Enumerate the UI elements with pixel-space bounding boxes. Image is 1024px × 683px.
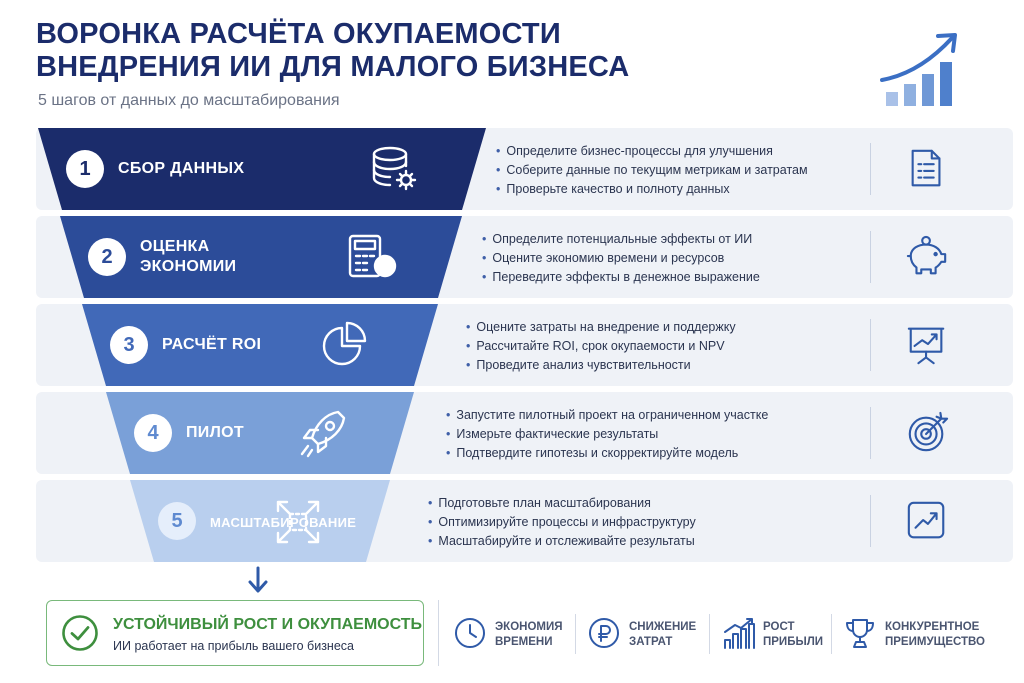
step-divider bbox=[870, 143, 871, 195]
benefit-separator bbox=[575, 614, 576, 654]
step-bullets bbox=[428, 494, 696, 551]
step-number: 2 bbox=[88, 238, 126, 276]
benefit-item bbox=[721, 600, 846, 666]
step-bullet: • Подготовьте план масштабирования bbox=[428, 494, 696, 513]
step-divider bbox=[870, 407, 871, 459]
step-bullet: • Проверьте качество и полноту данных bbox=[496, 180, 808, 199]
step-bullet: • Масштабируйте и отслеживайте результаты bbox=[428, 532, 696, 551]
step-bullet: • Оптимизируйте процессы и инфраструктуру bbox=[428, 513, 696, 532]
step-bullet: • Переведите эффекты в денежное выражение bbox=[482, 268, 760, 287]
piggy-bank-icon bbox=[905, 235, 949, 279]
funnel-step-4 bbox=[0, 392, 1024, 474]
benefit-label-line1: СНИЖЕНИЕ bbox=[629, 621, 697, 633]
benefit-separator bbox=[709, 614, 710, 654]
benefit-label-line2: ЗАТРАТ bbox=[629, 636, 673, 648]
result-box bbox=[46, 600, 424, 666]
trophy-icon bbox=[843, 616, 877, 650]
step-bullet: • Определите потенциальные эффекты от ИИ bbox=[482, 230, 760, 249]
rocket-icon bbox=[294, 408, 350, 458]
step-label-line1: ОЦЕНКА bbox=[140, 238, 210, 255]
step-bullet: • Запустите пилотный проект на ограниченном участке bbox=[446, 406, 768, 425]
benefit-item bbox=[453, 600, 578, 666]
arrow-down-icon bbox=[246, 566, 270, 596]
step-bullets bbox=[446, 406, 768, 463]
step-divider bbox=[870, 231, 871, 283]
bar-growth-icon bbox=[721, 616, 755, 650]
benefit-item bbox=[843, 600, 1008, 666]
benefit-separator bbox=[831, 614, 832, 654]
step-bullets bbox=[466, 318, 736, 375]
benefit-label bbox=[763, 620, 823, 650]
step-label-line1: МАСШТАБИРОВАНИЕ bbox=[210, 515, 357, 530]
benefit-label bbox=[495, 620, 563, 650]
step-bullet: • Подтвердите гипотезы и скорректируйте модель bbox=[446, 444, 768, 463]
page-title-line1: ВОРОНКА РАСЧЁТА ОКУПАЕМОСТИ bbox=[36, 18, 561, 50]
benefit-label-line1: КОНКУРЕНТНОЕ bbox=[885, 621, 980, 633]
benefit-label bbox=[885, 620, 985, 650]
step-label bbox=[140, 237, 236, 277]
benefit-label-line2: ПРИБЫЛИ bbox=[763, 636, 824, 648]
step-bullets bbox=[496, 142, 808, 199]
clock-icon bbox=[453, 616, 487, 650]
result-subtitle: ИИ работает на прибыль вашего бизнеса bbox=[113, 639, 354, 653]
step-bullet: • Оцените затраты на внедрение и поддержку bbox=[466, 318, 736, 337]
funnel-step-3 bbox=[0, 304, 1024, 386]
pie-chart-icon bbox=[318, 320, 374, 370]
result-title: УСТОЙЧИВЫЙ РОСТ И ОКУПАЕМОСТЬ bbox=[113, 616, 423, 633]
step-bullets bbox=[482, 230, 760, 287]
check-circle-icon bbox=[61, 614, 99, 652]
growth-chart-icon bbox=[905, 499, 949, 543]
page-subtitle: 5 шагов от данных до масштабирования bbox=[38, 92, 340, 109]
step-bullet: • Соберите данные по текущим метрикам и затратам bbox=[496, 161, 808, 180]
benefit-label-line2: ВРЕМЕНИ bbox=[495, 636, 553, 648]
funnel-step-1 bbox=[0, 128, 1024, 210]
step-label-line1: РАСЧЁТ ROI bbox=[162, 336, 262, 353]
step-label bbox=[118, 159, 244, 179]
step-number: 3 bbox=[110, 326, 148, 364]
step-bullet: • Проведите анализ чувствительности bbox=[466, 356, 736, 375]
expand-arrows-icon bbox=[270, 496, 326, 546]
step-number: 5 bbox=[158, 502, 196, 540]
step-divider bbox=[870, 319, 871, 371]
presentation-chart-icon bbox=[905, 323, 949, 367]
step-label bbox=[186, 423, 244, 443]
benefit-label-line2: ПРЕИМУЩЕСТВО bbox=[885, 636, 986, 648]
funnel-step-2 bbox=[0, 216, 1024, 298]
benefit-label-line1: РОСТ bbox=[763, 621, 795, 633]
funnel-step-5 bbox=[0, 480, 1024, 562]
benefits-bar bbox=[438, 600, 1013, 666]
step-bullet: • Определите бизнес-процессы для улучшения bbox=[496, 142, 808, 161]
benefit-item bbox=[587, 600, 712, 666]
step-label bbox=[162, 335, 261, 355]
benefit-label-line1: ЭКОНОМИЯ bbox=[495, 621, 563, 633]
ruble-coin-icon bbox=[587, 616, 621, 650]
benefit-label bbox=[629, 620, 696, 650]
document-list-icon bbox=[905, 147, 949, 191]
step-label-line1: ПИЛОТ bbox=[186, 424, 244, 441]
page-title-line2: ВНЕДРЕНИЯ ИИ ДЛЯ МАЛОГО БИЗНЕСА bbox=[36, 51, 630, 83]
target-icon bbox=[905, 411, 949, 455]
step-label-line1: СБОР ДАННЫХ bbox=[118, 160, 245, 177]
step-bullet: • Измерьте фактические результаты bbox=[446, 425, 768, 444]
step-bullet: • Рассчитайте ROI, срок окупаемости и NPV bbox=[466, 337, 736, 356]
step-bullet: • Оцените экономию времени и ресурсов bbox=[482, 249, 760, 268]
step-divider bbox=[870, 495, 871, 547]
step-number: 1 bbox=[66, 150, 104, 188]
calculator-ruble-icon bbox=[342, 232, 398, 282]
step-label-line2: ЭКОНОМИИ bbox=[140, 258, 237, 275]
step-number: 4 bbox=[134, 414, 172, 452]
database-gear-icon bbox=[366, 144, 422, 194]
